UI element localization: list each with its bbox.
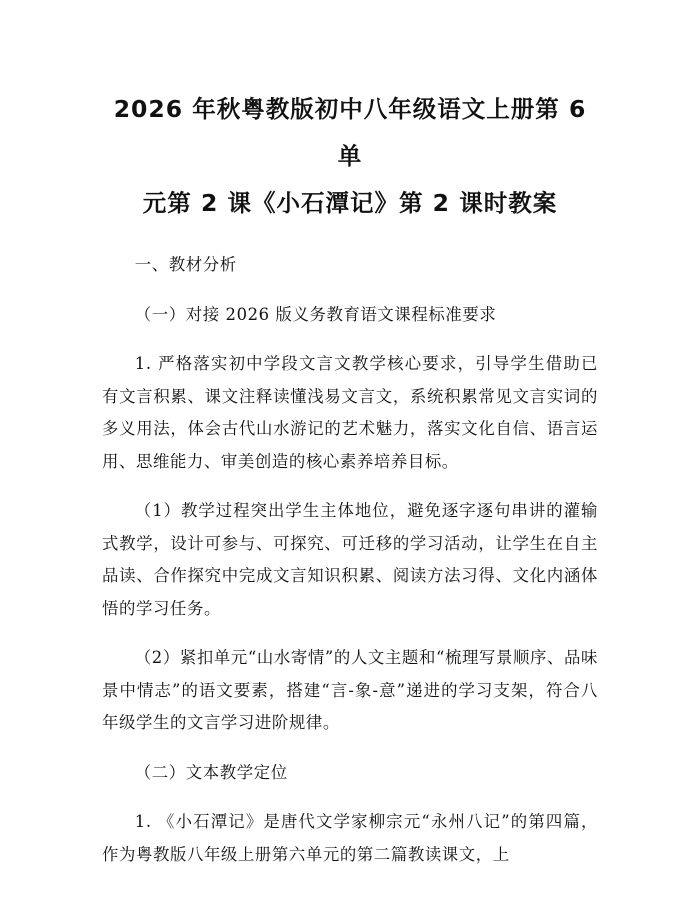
subsection-heading-text-positioning: （二）文本教学定位 xyxy=(134,762,288,782)
section-heading-textbook-analysis: 一、教材分析 xyxy=(134,255,237,274)
paragraph-unit-theme: （2）紧扣单元“山水寄情”的人文主题和“梳理写景顺序、品味景中情志”的语文要素，搭建“言-象-意”递进的学习支架，符合八年级学生的文言学习进阶规律。 xyxy=(102,648,598,732)
title-line-1: 2026 年秋粤教版初中八年级语文上册第 6 单 xyxy=(113,95,587,170)
paragraph-core-requirements: 1. 严格落实初中学段文言文教学核心要求，引导学生借助已有文言积累、课文注释读懂浅易文言文，系统积累常见文言实词的多义用法，体会古代山水游记的艺术魅力，落实文化自信、语言运用、思维能力、审美创造的核心素养培养目标。 xyxy=(102,354,598,471)
paragraph-text-introduction: 1. 《小石潭记》是唐代文学家柳宗元“永州八记”的第四篇，作为粤教版八年级上册第六单元的第二篇教读课文，上 xyxy=(102,812,598,864)
document-title xyxy=(102,86,598,227)
title-line-2: 元第 2 课《小石潭记》第 2 课时教案 xyxy=(142,189,558,217)
subsection-heading-curriculum-standard: （一）对接 2026 版义务教育语文课程标准要求 xyxy=(134,304,497,324)
paragraph-student-centered: （1）教学过程突出学生主体地位，避免逐字逐句串讲的灌输式教学，设计可参与、可探究、可迁移的学习活动，让学生在自主品读、合作探究中完成文言知识积累、阅读方法习得、文化内涵体悟的学习任务。 xyxy=(102,501,598,618)
